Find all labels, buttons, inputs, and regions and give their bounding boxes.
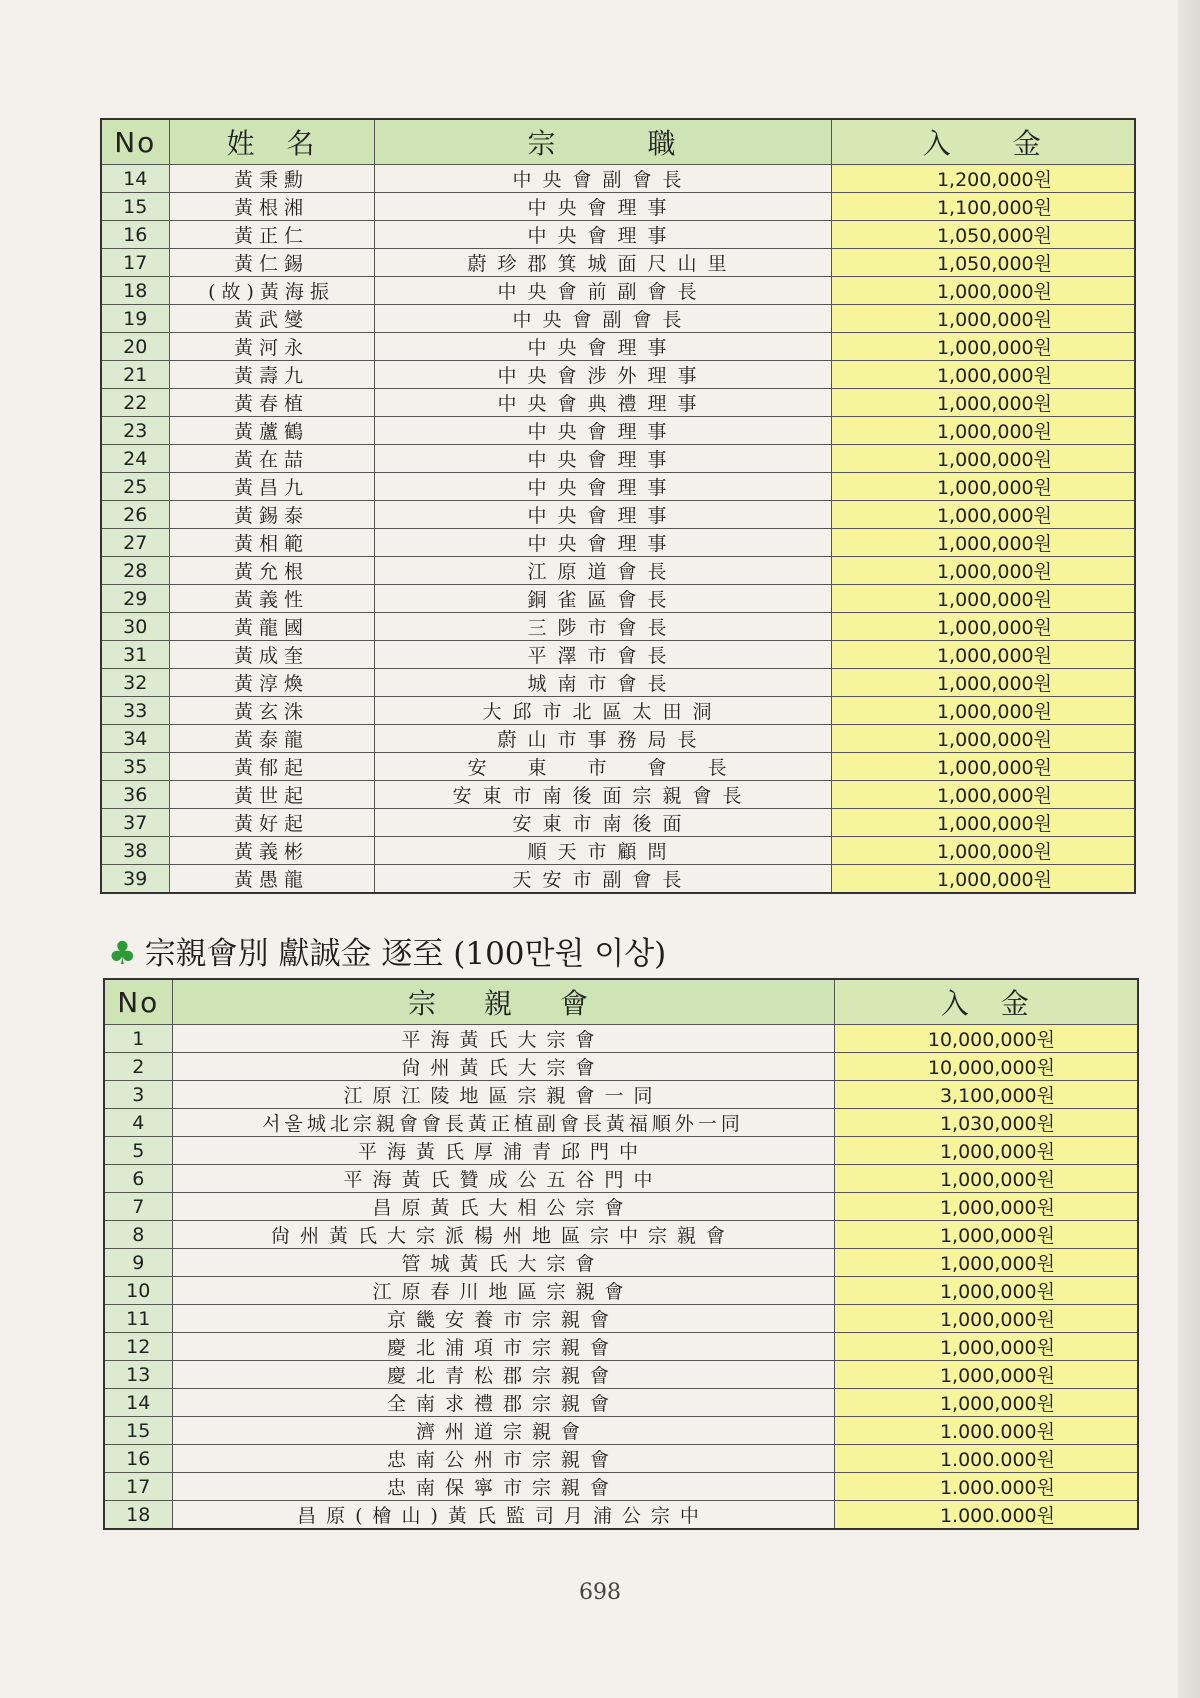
row-position: 中央會理事 bbox=[374, 333, 831, 361]
row-no: 20 bbox=[101, 333, 169, 361]
row-name: 黃春植 bbox=[169, 389, 374, 417]
table-row bbox=[101, 809, 1135, 837]
row-amount: 10,000,000원 bbox=[834, 1025, 1138, 1053]
row-amount: 1,000,000원 bbox=[831, 585, 1135, 613]
row-name: 黃郁起 bbox=[169, 753, 374, 781]
row-position: 中央會理事 bbox=[374, 417, 831, 445]
row-amount: 1,000,000원 bbox=[834, 1305, 1138, 1333]
row-position: 中央會副會長 bbox=[374, 165, 831, 193]
row-amount: 1,000,000원 bbox=[834, 1333, 1138, 1361]
row-amount: 1,000,000원 bbox=[831, 501, 1135, 529]
row-no: 33 bbox=[101, 697, 169, 725]
donor-table-header bbox=[101, 119, 1135, 165]
row-amount: 1,000,000원 bbox=[831, 529, 1135, 557]
row-amount: 1,000,000원 bbox=[831, 753, 1135, 781]
row-clan: 慶北青松郡宗親會 bbox=[172, 1361, 834, 1389]
row-clan: 尙州黃氏大宗派楊州地區宗中宗親會 bbox=[172, 1221, 834, 1249]
row-amount: 1,030,000원 bbox=[834, 1109, 1138, 1137]
row-position: 蔚山市事務局長 bbox=[374, 725, 831, 753]
row-no: 14 bbox=[101, 165, 169, 193]
table-row bbox=[101, 333, 1135, 361]
table-row bbox=[101, 753, 1135, 781]
row-position: 中央會前副會長 bbox=[374, 277, 831, 305]
table-row bbox=[101, 389, 1135, 417]
row-amount: 1,000,000원 bbox=[831, 361, 1135, 389]
clan-table-header bbox=[104, 979, 1138, 1025]
row-no: 17 bbox=[104, 1473, 172, 1501]
row-amount: 1,000,000원 bbox=[831, 641, 1135, 669]
row-position: 天安市副會長 bbox=[374, 865, 831, 894]
table-row bbox=[101, 361, 1135, 389]
row-no: 1 bbox=[104, 1025, 172, 1053]
row-amount: 1,000,000원 bbox=[831, 613, 1135, 641]
row-name: 黃世起 bbox=[169, 781, 374, 809]
row-name: 黃淳煥 bbox=[169, 669, 374, 697]
row-no: 14 bbox=[104, 1389, 172, 1417]
table-row bbox=[104, 1445, 1138, 1473]
header-clan: 宗 親 會 bbox=[172, 979, 834, 1025]
table-row bbox=[104, 1333, 1138, 1361]
row-clan: 昌原黃氏大相公宗會 bbox=[172, 1193, 834, 1221]
row-no: 28 bbox=[101, 557, 169, 585]
row-no: 11 bbox=[104, 1305, 172, 1333]
row-amount: 1,000,000원 bbox=[831, 445, 1135, 473]
row-no: 5 bbox=[104, 1137, 172, 1165]
row-no: 19 bbox=[101, 305, 169, 333]
row-name: 黃正仁 bbox=[169, 221, 374, 249]
row-position: 順天市顧問 bbox=[374, 837, 831, 865]
row-clan: 平海黃氏贊成公五谷門中 bbox=[172, 1165, 834, 1193]
table-row bbox=[104, 1501, 1138, 1530]
row-name: 黃義彬 bbox=[169, 837, 374, 865]
table-row bbox=[101, 697, 1135, 725]
header-no: No bbox=[104, 979, 172, 1025]
row-no: 18 bbox=[101, 277, 169, 305]
row-no: 12 bbox=[104, 1333, 172, 1361]
row-name: 黃仁錫 bbox=[169, 249, 374, 277]
row-name: 黃根湘 bbox=[169, 193, 374, 221]
row-no: 36 bbox=[101, 781, 169, 809]
row-position: 安東市南後面宗親會長 bbox=[374, 781, 831, 809]
row-amount: 1,000,000원 bbox=[831, 557, 1135, 585]
row-position: 中央會典禮理事 bbox=[374, 389, 831, 417]
table-row bbox=[101, 669, 1135, 697]
row-amount: 1,000,000원 bbox=[831, 837, 1135, 865]
row-position: 安東市南後面 bbox=[374, 809, 831, 837]
row-name: 黃河永 bbox=[169, 333, 374, 361]
row-no: 39 bbox=[101, 865, 169, 894]
row-no: 10 bbox=[104, 1277, 172, 1305]
row-no: 31 bbox=[101, 641, 169, 669]
row-amount: 1.000.000원 bbox=[834, 1473, 1138, 1501]
club-icon: ♣ bbox=[108, 934, 137, 972]
row-name: 黃昌九 bbox=[169, 473, 374, 501]
table-row bbox=[104, 1221, 1138, 1249]
row-no: 30 bbox=[101, 613, 169, 641]
row-no: 17 bbox=[101, 249, 169, 277]
row-no: 2 bbox=[104, 1053, 172, 1081]
table-row bbox=[104, 1193, 1138, 1221]
row-no: 15 bbox=[104, 1417, 172, 1445]
donor-table bbox=[100, 118, 1136, 894]
row-no: 21 bbox=[101, 361, 169, 389]
clan-table bbox=[103, 978, 1139, 1530]
table-row bbox=[101, 641, 1135, 669]
row-no: 23 bbox=[101, 417, 169, 445]
row-amount: 1,000,000원 bbox=[831, 333, 1135, 361]
row-no: 3 bbox=[104, 1081, 172, 1109]
row-amount: 1,000,000원 bbox=[834, 1221, 1138, 1249]
row-no: 32 bbox=[101, 669, 169, 697]
row-no: 27 bbox=[101, 529, 169, 557]
table-row bbox=[101, 781, 1135, 809]
table-row bbox=[104, 1249, 1138, 1277]
row-name: 黃蘆鶴 bbox=[169, 417, 374, 445]
row-position: 中央會理事 bbox=[374, 445, 831, 473]
row-clan: 서울城北宗親會會長黃正植副會長黃福順外一同 bbox=[172, 1109, 834, 1137]
row-position: 中央會理事 bbox=[374, 473, 831, 501]
row-amount: 1,000,000원 bbox=[831, 725, 1135, 753]
row-position: 城南市會長 bbox=[374, 669, 831, 697]
row-name: 黃義性 bbox=[169, 585, 374, 613]
row-amount: 1,000,000원 bbox=[831, 809, 1135, 837]
row-amount: 1,000,000원 bbox=[834, 1165, 1138, 1193]
table-row bbox=[101, 165, 1135, 193]
row-no: 25 bbox=[101, 473, 169, 501]
row-no: 26 bbox=[101, 501, 169, 529]
table-row bbox=[104, 1137, 1138, 1165]
table-row bbox=[101, 305, 1135, 333]
row-clan: 尙州黃氏大宗會 bbox=[172, 1053, 834, 1081]
row-name: 黃相範 bbox=[169, 529, 374, 557]
row-position: 大邱市北區太田洞 bbox=[374, 697, 831, 725]
row-amount: 1,050,000원 bbox=[831, 221, 1135, 249]
row-position: 中央會理事 bbox=[374, 221, 831, 249]
row-no: 38 bbox=[101, 837, 169, 865]
table-row bbox=[104, 1165, 1138, 1193]
row-name: 黃在喆 bbox=[169, 445, 374, 473]
row-name: 黃武燮 bbox=[169, 305, 374, 333]
section-title-text: 宗親會別 獻誠金 逐至 (100만원 이상) bbox=[144, 936, 667, 972]
header-no: No bbox=[101, 119, 169, 165]
table-row bbox=[101, 445, 1135, 473]
row-amount: 1,000,000원 bbox=[831, 781, 1135, 809]
table-row bbox=[104, 1305, 1138, 1333]
row-name: 黃好起 bbox=[169, 809, 374, 837]
header-amount: 入 金 bbox=[831, 119, 1135, 165]
table-row bbox=[101, 585, 1135, 613]
row-clan: 全南求禮郡宗親會 bbox=[172, 1389, 834, 1417]
row-amount: 1,000,000원 bbox=[834, 1389, 1138, 1417]
row-position: 三陟市會長 bbox=[374, 613, 831, 641]
table-row bbox=[104, 1417, 1138, 1445]
header-amount: 入 金 bbox=[834, 979, 1138, 1025]
table-row bbox=[101, 529, 1135, 557]
row-position: 平澤市會長 bbox=[374, 641, 831, 669]
row-amount: 1.000.000원 bbox=[834, 1501, 1138, 1530]
row-no: 6 bbox=[104, 1165, 172, 1193]
row-name: 黃玄洙 bbox=[169, 697, 374, 725]
row-amount: 3,100,000원 bbox=[834, 1081, 1138, 1109]
row-amount: 1.000.000원 bbox=[834, 1445, 1138, 1473]
row-no: 4 bbox=[104, 1109, 172, 1137]
row-amount: 1,050,000원 bbox=[831, 249, 1135, 277]
row-clan: 京畿安養市宗親會 bbox=[172, 1305, 834, 1333]
row-no: 18 bbox=[104, 1501, 172, 1530]
row-name: 黃錫泰 bbox=[169, 501, 374, 529]
row-amount: 1,100,000원 bbox=[831, 193, 1135, 221]
row-name: 黃秉勳 bbox=[169, 165, 374, 193]
row-amount: 1,000,000원 bbox=[831, 865, 1135, 894]
table-row bbox=[101, 725, 1135, 753]
table-row bbox=[101, 613, 1135, 641]
row-position: 銅雀區會長 bbox=[374, 585, 831, 613]
row-name: 黃壽九 bbox=[169, 361, 374, 389]
row-no: 34 bbox=[101, 725, 169, 753]
row-clan: 昌原(檜山)黃氏監司月浦公宗中 bbox=[172, 1501, 834, 1530]
row-position: 安 東 市 會 長 bbox=[374, 753, 831, 781]
table-row bbox=[104, 1361, 1138, 1389]
row-no: 15 bbox=[101, 193, 169, 221]
row-no: 9 bbox=[104, 1249, 172, 1277]
row-amount: 1,000,000원 bbox=[834, 1249, 1138, 1277]
row-clan: 平海黃氏厚浦青邱門中 bbox=[172, 1137, 834, 1165]
table-row bbox=[104, 1473, 1138, 1501]
page-number: 698 bbox=[579, 1580, 621, 1605]
table-row bbox=[101, 221, 1135, 249]
row-name: 黃泰龍 bbox=[169, 725, 374, 753]
row-clan: 慶北浦項市宗親會 bbox=[172, 1333, 834, 1361]
table-row bbox=[104, 1025, 1138, 1053]
table-row bbox=[101, 865, 1135, 894]
header-name: 姓 名 bbox=[169, 119, 374, 165]
table-row bbox=[101, 473, 1135, 501]
table-row bbox=[104, 1109, 1138, 1137]
row-no: 7 bbox=[104, 1193, 172, 1221]
row-clan: 江原春川地區宗親會 bbox=[172, 1277, 834, 1305]
row-name: 黃成奎 bbox=[169, 641, 374, 669]
table-row bbox=[101, 501, 1135, 529]
row-position: 中央會理事 bbox=[374, 193, 831, 221]
row-no: 22 bbox=[101, 389, 169, 417]
table-row bbox=[104, 1389, 1138, 1417]
header-position: 宗 職 bbox=[374, 119, 831, 165]
row-clan: 忠南保寧市宗親會 bbox=[172, 1473, 834, 1501]
row-amount: 1,000,000원 bbox=[831, 305, 1135, 333]
table-row bbox=[101, 837, 1135, 865]
row-clan: 平海黃氏大宗會 bbox=[172, 1025, 834, 1053]
row-amount: 1.000.000원 bbox=[834, 1417, 1138, 1445]
row-no: 16 bbox=[104, 1445, 172, 1473]
section-title bbox=[108, 928, 666, 973]
row-no: 24 bbox=[101, 445, 169, 473]
row-name: 黃愚龍 bbox=[169, 865, 374, 894]
row-amount: 1,000,000원 bbox=[834, 1361, 1138, 1389]
row-position: 中央會涉外理事 bbox=[374, 361, 831, 389]
row-no: 13 bbox=[104, 1361, 172, 1389]
row-no: 8 bbox=[104, 1221, 172, 1249]
row-amount: 1,000,000원 bbox=[834, 1137, 1138, 1165]
row-amount: 1,000,000원 bbox=[831, 417, 1135, 445]
row-position: 中央會理事 bbox=[374, 501, 831, 529]
row-amount: 10,000,000원 bbox=[834, 1053, 1138, 1081]
table-row bbox=[101, 557, 1135, 585]
row-no: 35 bbox=[101, 753, 169, 781]
row-amount: 1,000,000원 bbox=[831, 697, 1135, 725]
row-position: 江原道會長 bbox=[374, 557, 831, 585]
row-position: 中央會副會長 bbox=[374, 305, 831, 333]
row-clan: 江原江陵地區宗親會一同 bbox=[172, 1081, 834, 1109]
row-name: 黃允根 bbox=[169, 557, 374, 585]
table-row bbox=[101, 277, 1135, 305]
row-amount: 1,000,000원 bbox=[831, 277, 1135, 305]
row-clan: 管城黃氏大宗會 bbox=[172, 1249, 834, 1277]
row-amount: 1,200,000원 bbox=[831, 165, 1135, 193]
table-row bbox=[104, 1081, 1138, 1109]
row-amount: 1,000,000원 bbox=[831, 389, 1135, 417]
row-position: 中央會理事 bbox=[374, 529, 831, 557]
row-clan: 濟州道宗親會 bbox=[172, 1417, 834, 1445]
table-row bbox=[104, 1053, 1138, 1081]
row-no: 37 bbox=[101, 809, 169, 837]
table-row bbox=[101, 417, 1135, 445]
table-row bbox=[101, 193, 1135, 221]
row-no: 29 bbox=[101, 585, 169, 613]
row-amount: 1,000,000원 bbox=[831, 473, 1135, 501]
table-row bbox=[104, 1277, 1138, 1305]
row-no: 16 bbox=[101, 221, 169, 249]
row-amount: 1,000,000원 bbox=[834, 1277, 1138, 1305]
row-amount: 1,000,000원 bbox=[834, 1193, 1138, 1221]
row-amount: 1,000,000원 bbox=[831, 669, 1135, 697]
table-row bbox=[101, 249, 1135, 277]
page-edge bbox=[1178, 0, 1200, 1698]
row-clan: 忠南公州市宗親會 bbox=[172, 1445, 834, 1473]
row-position: 蔚珍郡箕城面尺山里 bbox=[374, 249, 831, 277]
row-name: (故)黃海振 bbox=[169, 277, 374, 305]
row-name: 黃龍國 bbox=[169, 613, 374, 641]
